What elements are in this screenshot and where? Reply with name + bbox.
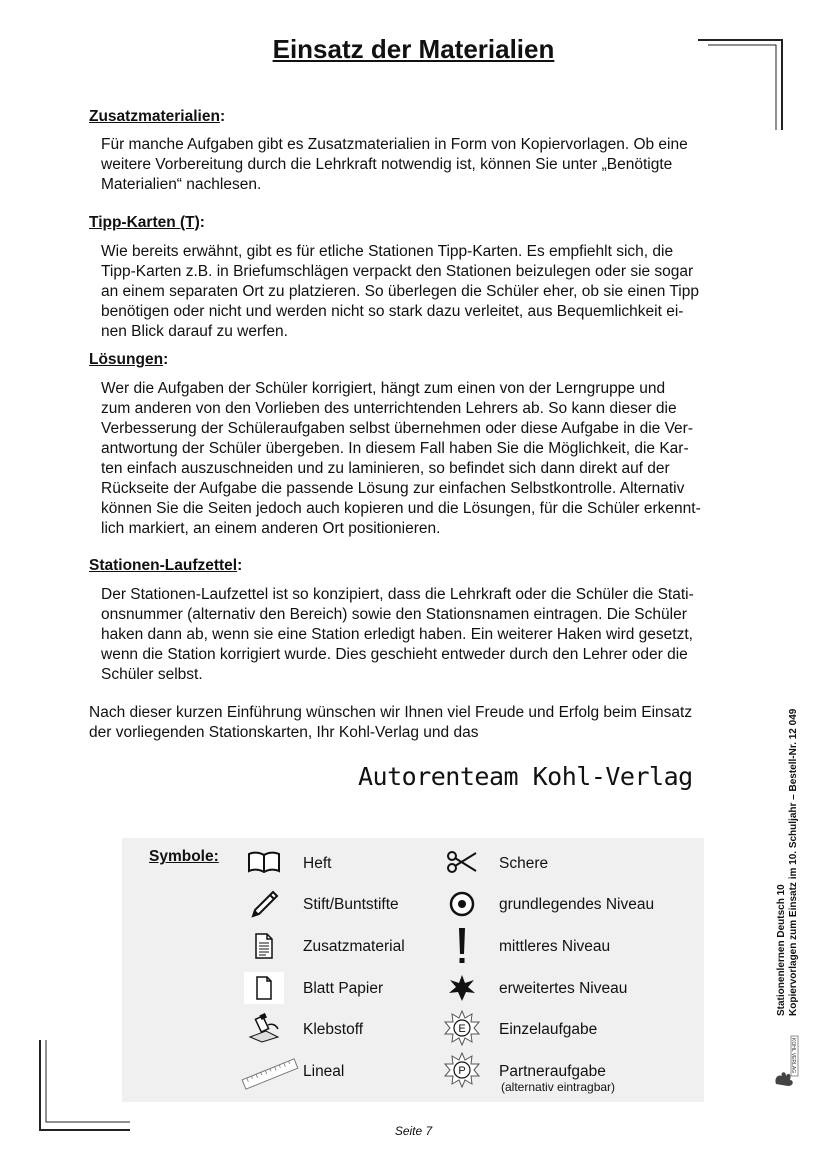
section-paragraph [101,585,735,685]
text-line: Verbesserung der Schüleraufgaben selbst übernehmen oder diese Aufgabe in die Ver- [101,420,693,437]
corner-frame-bottom-left [36,1036,136,1136]
section-heading-loesungen: Lösungen: [89,351,169,368]
signature: Autorenteam Kohl-Verlag [358,762,693,791]
symbol-label: Stift/Buntstifte [303,896,399,913]
symbol-label: Lineal [303,1063,345,1080]
text-line: lich markiert, an einem anderen Ort positionieren. [101,520,441,537]
pencil-icon [244,888,284,920]
exclamation-icon [442,926,482,966]
symbol-label: mittleres Niveau [499,938,611,955]
star-icon [442,972,482,1004]
document-icon [244,930,284,962]
text-line: benötigen oder nicht und werden nicht so stark dazu verleitet, aus Bequemlichkeit ei- [101,303,684,320]
sun-e-icon [442,1010,482,1046]
symbol-label: Einzelaufgabe [499,1021,598,1038]
sun-p-icon [442,1052,482,1088]
symbol-label: Heft [303,855,332,872]
text-line: Für manche Aufgaben gibt es Zusatzmaterialien in Form von Kopiervorlagen. Ob eine [101,136,688,153]
section-paragraph [101,242,735,342]
text-line: können Sie die Seiten jedoch auch kopieren und die Lösungen, für die Schüler erkennt- [101,500,701,517]
text-line: Materialien“ nachlesen. [101,176,262,193]
blank-page-icon [244,972,284,1004]
text-line: der vorliegenden Stationskarten, Ihr Kohl-Verlag und das [89,724,479,741]
text-line: wenn die Station korrigiert wurde. Dies geschieht entweder durch den Lehrer oder die [101,646,688,663]
symbol-label: Klebstoff [303,1021,364,1038]
text-line: Rückseite der Aufgabe die passende Lösung zur einfachen Selbstkontrolle. Alternativ [101,480,685,497]
section-heading-text: Zusatzmaterialien [89,108,220,125]
ruler-icon [238,1056,302,1092]
publisher-logo-text: KOHL VERLAG [790,1038,796,1074]
text-line: zum anderen von den Vorlieben des unterrichtenden Lehrers ab. So kann dieser die [101,400,677,417]
symbol-label: erweitertes Niveau [499,980,628,997]
scissors-icon [442,846,482,878]
text-line: Nach dieser kurzen Einführung wünschen wir Ihnen viel Freude und Erfolg beim Einsatz [89,704,693,721]
text-line: an einem separaten Ort zu platzieren. So überlegen die Schüler eher, ob sie einen Tipp [101,283,699,300]
side-line-1: Stationenlernen Deutsch 10 [776,884,787,1016]
text-line: ten einfach auszuschneiden und zu laminieren, so befindet sich dann direkt auf der [101,460,670,477]
legend-title: Symbole: [149,848,219,865]
text-line: Der Stationen-Laufzettel ist so konzipiert, dass die Lehrkraft oder die Schüler die Stati- [101,586,694,603]
text-line: nen Blick darauf zu werfen. [101,323,288,340]
glue-icon [244,1012,284,1044]
symbol-label: Partneraufgabe [499,1063,606,1080]
section-heading-text: Lösungen [89,351,164,368]
text-line: Schüler selbst. [101,666,203,683]
text-line: Wer die Aufgaben der Schüler korrigiert, hängt zum einen von der Lerngruppe und [101,380,666,397]
section-paragraph [101,379,735,539]
page-title: Einsatz der Materialien [272,34,555,64]
symbol-label: Blatt Papier [303,980,384,997]
sun-e-letter: E [458,1023,466,1035]
side-line-2: Kopiervorlagen zum Einsatz im 10. Schuljahr – Bestell-Nr. 12 049 [788,708,799,1016]
symbol-label: Zusatzmaterial [303,938,405,955]
sun-p-letter: P [458,1065,466,1077]
text-line: haken dann ab, wenn sie eine Station erledigt haben. Ein weiterer Haken wird gesetzt, [101,626,693,643]
closing-paragraph [89,703,735,743]
target-icon [442,888,482,920]
side-publication-info [776,708,800,1016]
symbol-note: (alternativ eintragbar) [501,1080,616,1094]
symbols-legend [122,838,704,1102]
page-number: Seite 7 [394,1124,433,1138]
section-heading-tipp-karten: Tipp-Karten (T): [89,214,205,231]
symbol-label: Schere [499,855,549,872]
text-line: antwortung der Schüler übergeben. In diesem Fall haben Sie die Möglichkeit, die Kar- [101,440,689,457]
text-line: onsnummer (alternativ den Bereich) sowie den Stationsnamen eintragen. Die Schüler [101,606,687,623]
section-paragraph [101,135,735,195]
text-line: weitere Vorbereitung durch die Lehrkraft notwendig ist, können Sie unter „Benötigte [101,156,673,173]
section-heading-zusatzmaterialien: Zusatzmaterialien: [89,108,226,125]
publisher-logo [772,1032,800,1088]
book-icon [244,846,284,878]
text-line: Tipp-Karten z.B. in Briefumschlägen verpackt den Stationen beizulegen oder sie sogar [101,263,694,280]
section-heading-stationen-laufzettel: Stationen-Laufzettel: [89,557,243,574]
section-heading-text: Stationen-Laufzettel [89,557,238,574]
symbol-label: grundlegendes Niveau [499,896,655,913]
text-line: Wie bereits erwähnt, gibt es für etliche Stationen Tipp-Karten. Es empfiehlt sich, die [101,243,674,260]
section-heading-text: Tipp-Karten (T) [89,214,200,231]
